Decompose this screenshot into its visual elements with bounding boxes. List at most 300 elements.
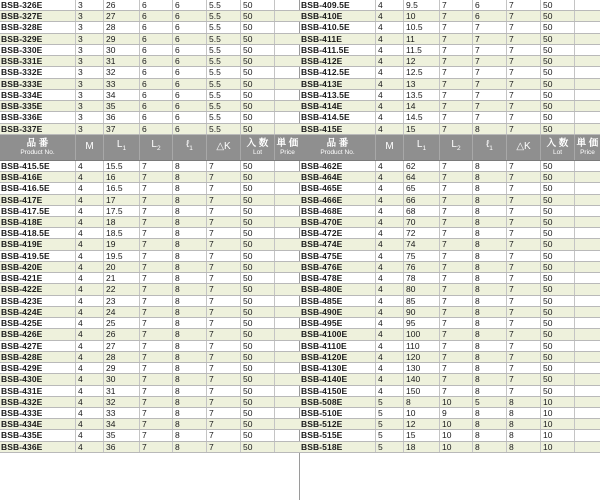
table-row bbox=[300, 11, 600, 22]
table-row bbox=[300, 90, 600, 101]
table-row bbox=[0, 34, 300, 45]
cell-k: 7 bbox=[507, 206, 541, 216]
cell-el: 8 bbox=[473, 318, 507, 328]
cell-lot: 50 bbox=[541, 296, 575, 306]
cell-el: 6 bbox=[173, 34, 207, 44]
cell-k: 7 bbox=[507, 352, 541, 362]
cell-l2: 6 bbox=[140, 45, 173, 55]
cell-k: 7 bbox=[507, 34, 541, 44]
cell-k: 7 bbox=[207, 284, 241, 294]
cell-product-no: BSB-464E bbox=[300, 172, 376, 182]
cell-el: 7 bbox=[473, 79, 507, 89]
cell-l1: 12.5 bbox=[404, 67, 440, 77]
cell-product-no: BSB-329E bbox=[0, 34, 76, 44]
cell-product-no: BSB-431E bbox=[0, 386, 76, 396]
cell-price bbox=[275, 79, 300, 89]
cell-l2: 7 bbox=[140, 228, 173, 238]
cell-lot: 50 bbox=[241, 408, 275, 418]
cell-k: 7 bbox=[507, 0, 541, 10]
cell-l2: 10 bbox=[440, 430, 473, 440]
cell-el: 8 bbox=[473, 228, 507, 238]
cell-lot: 50 bbox=[241, 45, 275, 55]
cell-product-no: BSB-474E bbox=[300, 239, 376, 249]
cell-l1: 37 bbox=[104, 124, 140, 134]
cell-product-no: BSB-508E bbox=[300, 397, 376, 407]
cell-l1: 24 bbox=[104, 307, 140, 317]
cell-l1: 25 bbox=[104, 318, 140, 328]
cell-l1: 36 bbox=[104, 112, 140, 122]
cell-lot: 50 bbox=[241, 341, 275, 351]
cell-m: 3 bbox=[76, 34, 104, 44]
header-lot bbox=[541, 135, 575, 160]
cell-product-no: BSB-480E bbox=[300, 284, 376, 294]
table-row bbox=[300, 195, 600, 206]
table-row bbox=[300, 79, 600, 90]
table-body-top-right bbox=[300, 0, 600, 135]
cell-l1: 130 bbox=[404, 363, 440, 373]
cell-l1: 16 bbox=[104, 172, 140, 182]
cell-price bbox=[575, 296, 600, 306]
cell-m: 4 bbox=[76, 262, 104, 272]
cell-m: 3 bbox=[76, 79, 104, 89]
cell-l1: 9.5 bbox=[404, 0, 440, 10]
cell-el: 6 bbox=[173, 11, 207, 21]
cell-k: 7 bbox=[207, 262, 241, 272]
cell-l1: 72 bbox=[404, 228, 440, 238]
cell-m: 4 bbox=[376, 217, 404, 227]
cell-el: 8 bbox=[473, 442, 507, 452]
cell-lot: 50 bbox=[541, 386, 575, 396]
cell-price bbox=[275, 124, 300, 134]
cell-lot: 10 bbox=[541, 408, 575, 418]
cell-lot: 50 bbox=[541, 124, 575, 134]
cell-product-no: BSB-411E bbox=[300, 34, 376, 44]
cell-l1: 14.5 bbox=[404, 112, 440, 122]
cell-lot: 10 bbox=[541, 442, 575, 452]
cell-l2: 7 bbox=[140, 408, 173, 418]
cell-product-no: BSB-416E bbox=[0, 172, 76, 182]
cell-l1: 31 bbox=[104, 56, 140, 66]
cell-product-no: BSB-326E bbox=[0, 0, 76, 10]
cell-lot: 50 bbox=[541, 262, 575, 272]
cell-l2: 10 bbox=[440, 419, 473, 429]
cell-lot: 50 bbox=[541, 239, 575, 249]
table-row bbox=[300, 352, 600, 363]
cell-m: 4 bbox=[76, 284, 104, 294]
cell-m: 4 bbox=[76, 352, 104, 362]
cell-price bbox=[575, 11, 600, 21]
cell-m: 4 bbox=[76, 397, 104, 407]
cell-m: 4 bbox=[376, 79, 404, 89]
cell-k: 7 bbox=[507, 363, 541, 373]
header-product-no-jp: 品 番 bbox=[26, 137, 49, 149]
cell-price bbox=[575, 101, 600, 111]
table-row bbox=[0, 363, 300, 374]
cell-el: 8 bbox=[173, 307, 207, 317]
header-k bbox=[507, 135, 541, 160]
cell-l1: 15 bbox=[404, 124, 440, 134]
cell-el: 7 bbox=[473, 34, 507, 44]
table-row bbox=[300, 341, 600, 352]
cell-k: 7 bbox=[207, 251, 241, 261]
cell-lot: 50 bbox=[541, 206, 575, 216]
cell-k: 7 bbox=[507, 101, 541, 111]
cell-lot: 10 bbox=[541, 397, 575, 407]
cell-l2: 10 bbox=[440, 442, 473, 452]
table-row bbox=[0, 67, 300, 78]
cell-l2: 7 bbox=[140, 296, 173, 306]
table-row bbox=[300, 442, 600, 453]
cell-l2: 7 bbox=[440, 0, 473, 10]
cell-product-no: BSB-414E bbox=[300, 101, 376, 111]
cell-l2: 6 bbox=[140, 101, 173, 111]
cell-l2: 7 bbox=[440, 45, 473, 55]
cell-product-no: BSB-429E bbox=[0, 363, 76, 373]
cell-price bbox=[275, 262, 300, 272]
table-row bbox=[0, 79, 300, 90]
table-row bbox=[0, 374, 300, 385]
cell-l2: 6 bbox=[140, 90, 173, 100]
cell-lot: 50 bbox=[241, 124, 275, 134]
cell-lot: 50 bbox=[241, 112, 275, 122]
cell-k: 7 bbox=[507, 307, 541, 317]
cell-price bbox=[575, 0, 600, 10]
cell-price bbox=[275, 374, 300, 384]
header-price-jp: 単 価 bbox=[576, 137, 599, 149]
cell-product-no: BSB-423E bbox=[0, 296, 76, 306]
cell-l1: 11 bbox=[404, 34, 440, 44]
cell-product-no: BSB-334E bbox=[0, 90, 76, 100]
cell-k: 7 bbox=[207, 329, 241, 339]
cell-k: 5.5 bbox=[207, 45, 241, 55]
cell-l2: 7 bbox=[440, 296, 473, 306]
cell-el: 7 bbox=[473, 22, 507, 32]
cell-el: 8 bbox=[173, 430, 207, 440]
cell-price bbox=[275, 329, 300, 339]
cell-el: 8 bbox=[473, 195, 507, 205]
table-row bbox=[300, 296, 600, 307]
cell-lot: 50 bbox=[541, 352, 575, 362]
table-row bbox=[0, 296, 300, 307]
cell-k: 7 bbox=[207, 296, 241, 306]
cell-m: 4 bbox=[376, 329, 404, 339]
cell-m: 4 bbox=[76, 228, 104, 238]
cell-m: 4 bbox=[376, 296, 404, 306]
cell-k: 7 bbox=[507, 386, 541, 396]
cell-el: 8 bbox=[473, 374, 507, 384]
cell-m: 4 bbox=[376, 124, 404, 134]
cell-m: 5 bbox=[376, 419, 404, 429]
cell-m: 4 bbox=[376, 284, 404, 294]
cell-l2: 7 bbox=[440, 318, 473, 328]
cell-k: 7 bbox=[507, 124, 541, 134]
table-row bbox=[0, 11, 300, 22]
cell-lot: 50 bbox=[241, 101, 275, 111]
parts-table-left bbox=[0, 0, 300, 453]
cell-product-no: BSB-419E bbox=[0, 239, 76, 249]
cell-product-no: BSB-416.5E bbox=[0, 183, 76, 193]
cell-product-no: BSB-4140E bbox=[300, 374, 376, 384]
header-l2-label: L bbox=[151, 139, 157, 151]
cell-lot: 50 bbox=[241, 217, 275, 227]
cell-lot: 50 bbox=[241, 206, 275, 216]
header-l1 bbox=[404, 135, 440, 160]
cell-l2: 7 bbox=[140, 172, 173, 182]
cell-product-no: BSB-418.5E bbox=[0, 228, 76, 238]
cell-k: 7 bbox=[207, 161, 241, 171]
cell-l2: 7 bbox=[140, 262, 173, 272]
cell-m: 4 bbox=[376, 172, 404, 182]
table-row bbox=[0, 408, 300, 419]
cell-l2: 7 bbox=[140, 419, 173, 429]
cell-m: 4 bbox=[76, 217, 104, 227]
cell-l1: 32 bbox=[104, 397, 140, 407]
cell-l2: 7 bbox=[440, 112, 473, 122]
cell-el: 8 bbox=[173, 251, 207, 261]
cell-price bbox=[575, 90, 600, 100]
table-header-left bbox=[0, 135, 300, 161]
cell-m: 3 bbox=[76, 0, 104, 10]
cell-lot: 50 bbox=[241, 318, 275, 328]
table-row bbox=[0, 206, 300, 217]
cell-product-no: BSB-411.5E bbox=[300, 45, 376, 55]
cell-k: 7 bbox=[507, 217, 541, 227]
cell-price bbox=[575, 273, 600, 283]
cell-lot: 50 bbox=[241, 0, 275, 10]
cell-product-no: BSB-421E bbox=[0, 273, 76, 283]
table-row bbox=[300, 408, 600, 419]
header-product-no bbox=[300, 135, 376, 160]
cell-product-no: BSB-433E bbox=[0, 408, 76, 418]
cell-l2: 7 bbox=[140, 195, 173, 205]
table-row bbox=[300, 419, 600, 430]
cell-m: 4 bbox=[376, 307, 404, 317]
cell-lot: 50 bbox=[541, 101, 575, 111]
cell-m: 4 bbox=[376, 34, 404, 44]
cell-product-no: BSB-510E bbox=[300, 408, 376, 418]
table-row bbox=[300, 273, 600, 284]
cell-l2: 7 bbox=[440, 341, 473, 351]
cell-m: 4 bbox=[376, 112, 404, 122]
table-row bbox=[300, 430, 600, 441]
cell-m: 4 bbox=[76, 206, 104, 216]
cell-k: 7 bbox=[207, 408, 241, 418]
cell-price bbox=[275, 408, 300, 418]
cell-l1: 12 bbox=[404, 56, 440, 66]
table-row bbox=[0, 307, 300, 318]
table-row bbox=[300, 34, 600, 45]
header-l2 bbox=[140, 135, 173, 160]
cell-l1: 68 bbox=[404, 206, 440, 216]
cell-l2: 7 bbox=[440, 386, 473, 396]
cell-price bbox=[275, 442, 300, 452]
cell-l1: 21 bbox=[104, 273, 140, 283]
cell-lot: 50 bbox=[541, 0, 575, 10]
cell-lot: 50 bbox=[241, 296, 275, 306]
cell-k: 7 bbox=[507, 56, 541, 66]
cell-el: 7 bbox=[473, 45, 507, 55]
table-body-bottom-right bbox=[300, 161, 600, 453]
cell-el: 8 bbox=[473, 239, 507, 249]
cell-k: 8 bbox=[507, 408, 541, 418]
cell-el: 7 bbox=[473, 67, 507, 77]
cell-m: 4 bbox=[376, 386, 404, 396]
table-row bbox=[0, 419, 300, 430]
cell-price bbox=[275, 67, 300, 77]
cell-lot: 50 bbox=[541, 307, 575, 317]
cell-l2: 7 bbox=[140, 239, 173, 249]
cell-lot: 50 bbox=[241, 374, 275, 384]
cell-m: 3 bbox=[76, 45, 104, 55]
table-row bbox=[300, 251, 600, 262]
cell-l2: 6 bbox=[140, 56, 173, 66]
header-l1-sub: 1 bbox=[422, 145, 427, 153]
cell-product-no: BSB-417.5E bbox=[0, 206, 76, 216]
cell-price bbox=[275, 251, 300, 261]
cell-l2: 10 bbox=[440, 397, 473, 407]
cell-el: 8 bbox=[173, 374, 207, 384]
cell-l1: 76 bbox=[404, 262, 440, 272]
cell-l2: 7 bbox=[440, 161, 473, 171]
table-row bbox=[0, 397, 300, 408]
cell-lot: 50 bbox=[241, 352, 275, 362]
cell-product-no: BSB-428E bbox=[0, 352, 76, 362]
cell-lot: 50 bbox=[241, 34, 275, 44]
cell-k: 7 bbox=[507, 90, 541, 100]
cell-product-no: BSB-4110E bbox=[300, 341, 376, 351]
cell-product-no: BSB-412.5E bbox=[300, 67, 376, 77]
cell-k: 7 bbox=[507, 228, 541, 238]
cell-el: 8 bbox=[473, 284, 507, 294]
header-lot-jp: 入 数 bbox=[546, 137, 569, 149]
table-row bbox=[0, 90, 300, 101]
cell-m: 4 bbox=[376, 206, 404, 216]
cell-el: 6 bbox=[173, 56, 207, 66]
cell-price bbox=[575, 195, 600, 205]
cell-k: 5.5 bbox=[207, 124, 241, 134]
cell-l1: 19 bbox=[104, 239, 140, 249]
cell-lot: 50 bbox=[541, 183, 575, 193]
cell-m: 5 bbox=[376, 408, 404, 418]
cell-lot: 50 bbox=[241, 419, 275, 429]
cell-price bbox=[275, 363, 300, 373]
cell-l2: 7 bbox=[140, 251, 173, 261]
table-row bbox=[0, 262, 300, 273]
cell-k: 8 bbox=[507, 430, 541, 440]
cell-el: 6 bbox=[173, 45, 207, 55]
cell-lot: 50 bbox=[541, 172, 575, 182]
cell-el: 7 bbox=[473, 112, 507, 122]
cell-price bbox=[575, 251, 600, 261]
cell-price bbox=[575, 45, 600, 55]
cell-m: 4 bbox=[76, 386, 104, 396]
cell-k: 5.5 bbox=[207, 90, 241, 100]
table-row bbox=[300, 228, 600, 239]
cell-l1: 28 bbox=[104, 22, 140, 32]
header-lot bbox=[241, 135, 275, 160]
cell-k: 7 bbox=[507, 239, 541, 249]
cell-product-no: BSB-427E bbox=[0, 341, 76, 351]
cell-el: 6 bbox=[173, 0, 207, 10]
cell-price bbox=[275, 172, 300, 182]
cell-product-no: BSB-335E bbox=[0, 101, 76, 111]
cell-k: 7 bbox=[507, 45, 541, 55]
cell-l2: 7 bbox=[440, 56, 473, 66]
cell-l1: 90 bbox=[404, 307, 440, 317]
cell-lot: 50 bbox=[541, 217, 575, 227]
cell-l1: 32 bbox=[104, 67, 140, 77]
table-row bbox=[0, 430, 300, 441]
cell-price bbox=[575, 419, 600, 429]
cell-l2: 7 bbox=[140, 397, 173, 407]
cell-el: 6 bbox=[173, 22, 207, 32]
cell-lot: 50 bbox=[241, 183, 275, 193]
header-l2-sub: 2 bbox=[156, 145, 161, 153]
cell-product-no: BSB-424E bbox=[0, 307, 76, 317]
cell-m: 4 bbox=[376, 90, 404, 100]
cell-m: 4 bbox=[76, 363, 104, 373]
cell-price bbox=[275, 34, 300, 44]
cell-el: 8 bbox=[473, 206, 507, 216]
cell-l1: 70 bbox=[404, 217, 440, 227]
cell-product-no: BSB-436E bbox=[0, 442, 76, 452]
cell-lot: 50 bbox=[241, 228, 275, 238]
table-row bbox=[0, 56, 300, 67]
cell-product-no: BSB-410.5E bbox=[300, 22, 376, 32]
cell-lot: 50 bbox=[241, 284, 275, 294]
cell-el: 8 bbox=[473, 183, 507, 193]
cell-el: 8 bbox=[473, 419, 507, 429]
cell-k: 5.5 bbox=[207, 79, 241, 89]
cell-k: 7 bbox=[507, 273, 541, 283]
table-row bbox=[300, 374, 600, 385]
cell-el: 8 bbox=[173, 386, 207, 396]
header-el-label: ℓ bbox=[486, 139, 490, 151]
cell-price bbox=[575, 386, 600, 396]
cell-product-no: BSB-419.5E bbox=[0, 251, 76, 261]
cell-k: 7 bbox=[507, 172, 541, 182]
cell-el: 8 bbox=[173, 228, 207, 238]
cell-m: 4 bbox=[76, 239, 104, 249]
cell-l1: 34 bbox=[104, 419, 140, 429]
cell-k: 7 bbox=[207, 206, 241, 216]
cell-m: 4 bbox=[376, 374, 404, 384]
table-row bbox=[0, 284, 300, 295]
cell-product-no: BSB-495E bbox=[300, 318, 376, 328]
cell-l2: 7 bbox=[440, 124, 473, 134]
table-row bbox=[0, 124, 300, 135]
cell-k: 8 bbox=[507, 442, 541, 452]
cell-m: 4 bbox=[376, 0, 404, 10]
cell-l2: 7 bbox=[440, 67, 473, 77]
cell-el: 8 bbox=[173, 183, 207, 193]
cell-m: 4 bbox=[376, 195, 404, 205]
table-row bbox=[0, 112, 300, 123]
cell-k: 7 bbox=[207, 397, 241, 407]
cell-k: 7 bbox=[507, 374, 541, 384]
cell-l2: 6 bbox=[140, 11, 173, 21]
cell-l1: 30 bbox=[104, 45, 140, 55]
cell-m: 3 bbox=[76, 56, 104, 66]
cell-price bbox=[575, 112, 600, 122]
table-row bbox=[0, 318, 300, 329]
cell-lot: 50 bbox=[241, 329, 275, 339]
cell-k: 7 bbox=[207, 183, 241, 193]
cell-el: 8 bbox=[173, 363, 207, 373]
cell-price bbox=[275, 284, 300, 294]
cell-l2: 7 bbox=[440, 79, 473, 89]
cell-lot: 50 bbox=[541, 56, 575, 66]
